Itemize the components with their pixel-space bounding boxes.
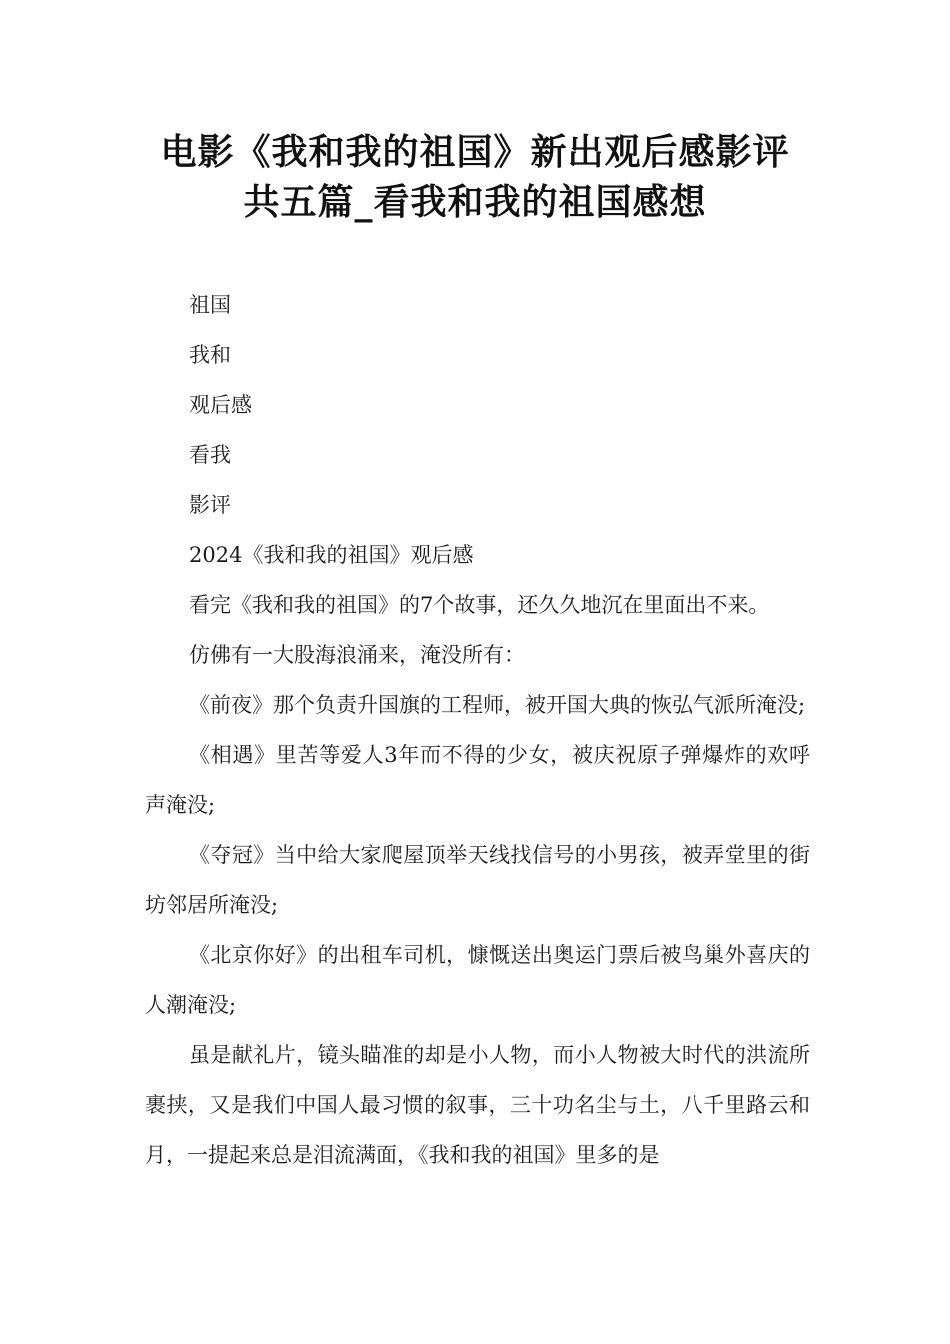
title-line-2: 共五篇_看我和我的祖国感想 xyxy=(243,182,707,223)
document-body xyxy=(145,280,810,1180)
title-line-1: 电影《我和我的祖国》新出观后感影评 xyxy=(160,132,790,173)
body-paragraph: 《夺冠》当中给大家爬屋顶举天线找信号的小男孩，被弄堂里的街坊邻居所淹没; xyxy=(145,843,810,917)
body-paragraph: 看完《我和我的祖国》的7个故事，还久久地沉在里面出不来。 xyxy=(189,593,770,617)
keyword-line: 祖国 xyxy=(189,293,231,317)
document-title xyxy=(100,128,850,228)
keyword-line: 看我 xyxy=(189,443,231,467)
keyword-line: 我和 xyxy=(189,343,231,367)
body-paragraph: 《前夜》那个负责升国旗的工程师，被开国大典的恢弘气派所淹没; xyxy=(189,693,806,717)
body-paragraph: 《北京你好》的出租车司机，慷慨送出奥运门票后被鸟巢外喜庆的人潮淹没; xyxy=(145,943,810,1017)
keyword-line: 影评 xyxy=(189,493,231,517)
keyword-line: 观后感 xyxy=(189,393,252,417)
body-paragraph: 《相遇》里苦等爱人3年而不得的少女，被庆祝原子弹爆炸的欢呼声淹没; xyxy=(145,743,810,817)
body-paragraph: 仿佛有一大股海浪涌来，淹没所有： xyxy=(189,643,525,667)
body-paragraph: 虽是献礼片，镜头瞄准的却是小人物，而小人物被大时代的洪流所裹挟，又是我们中国人最习惯的叙事，三十功名尘与土，八千里路云和月，一提起来总是泪流满面，《我和我的祖国》里多的是 xyxy=(145,1043,810,1167)
section-heading: 2024《我和我的祖国》观后感 xyxy=(189,543,474,567)
